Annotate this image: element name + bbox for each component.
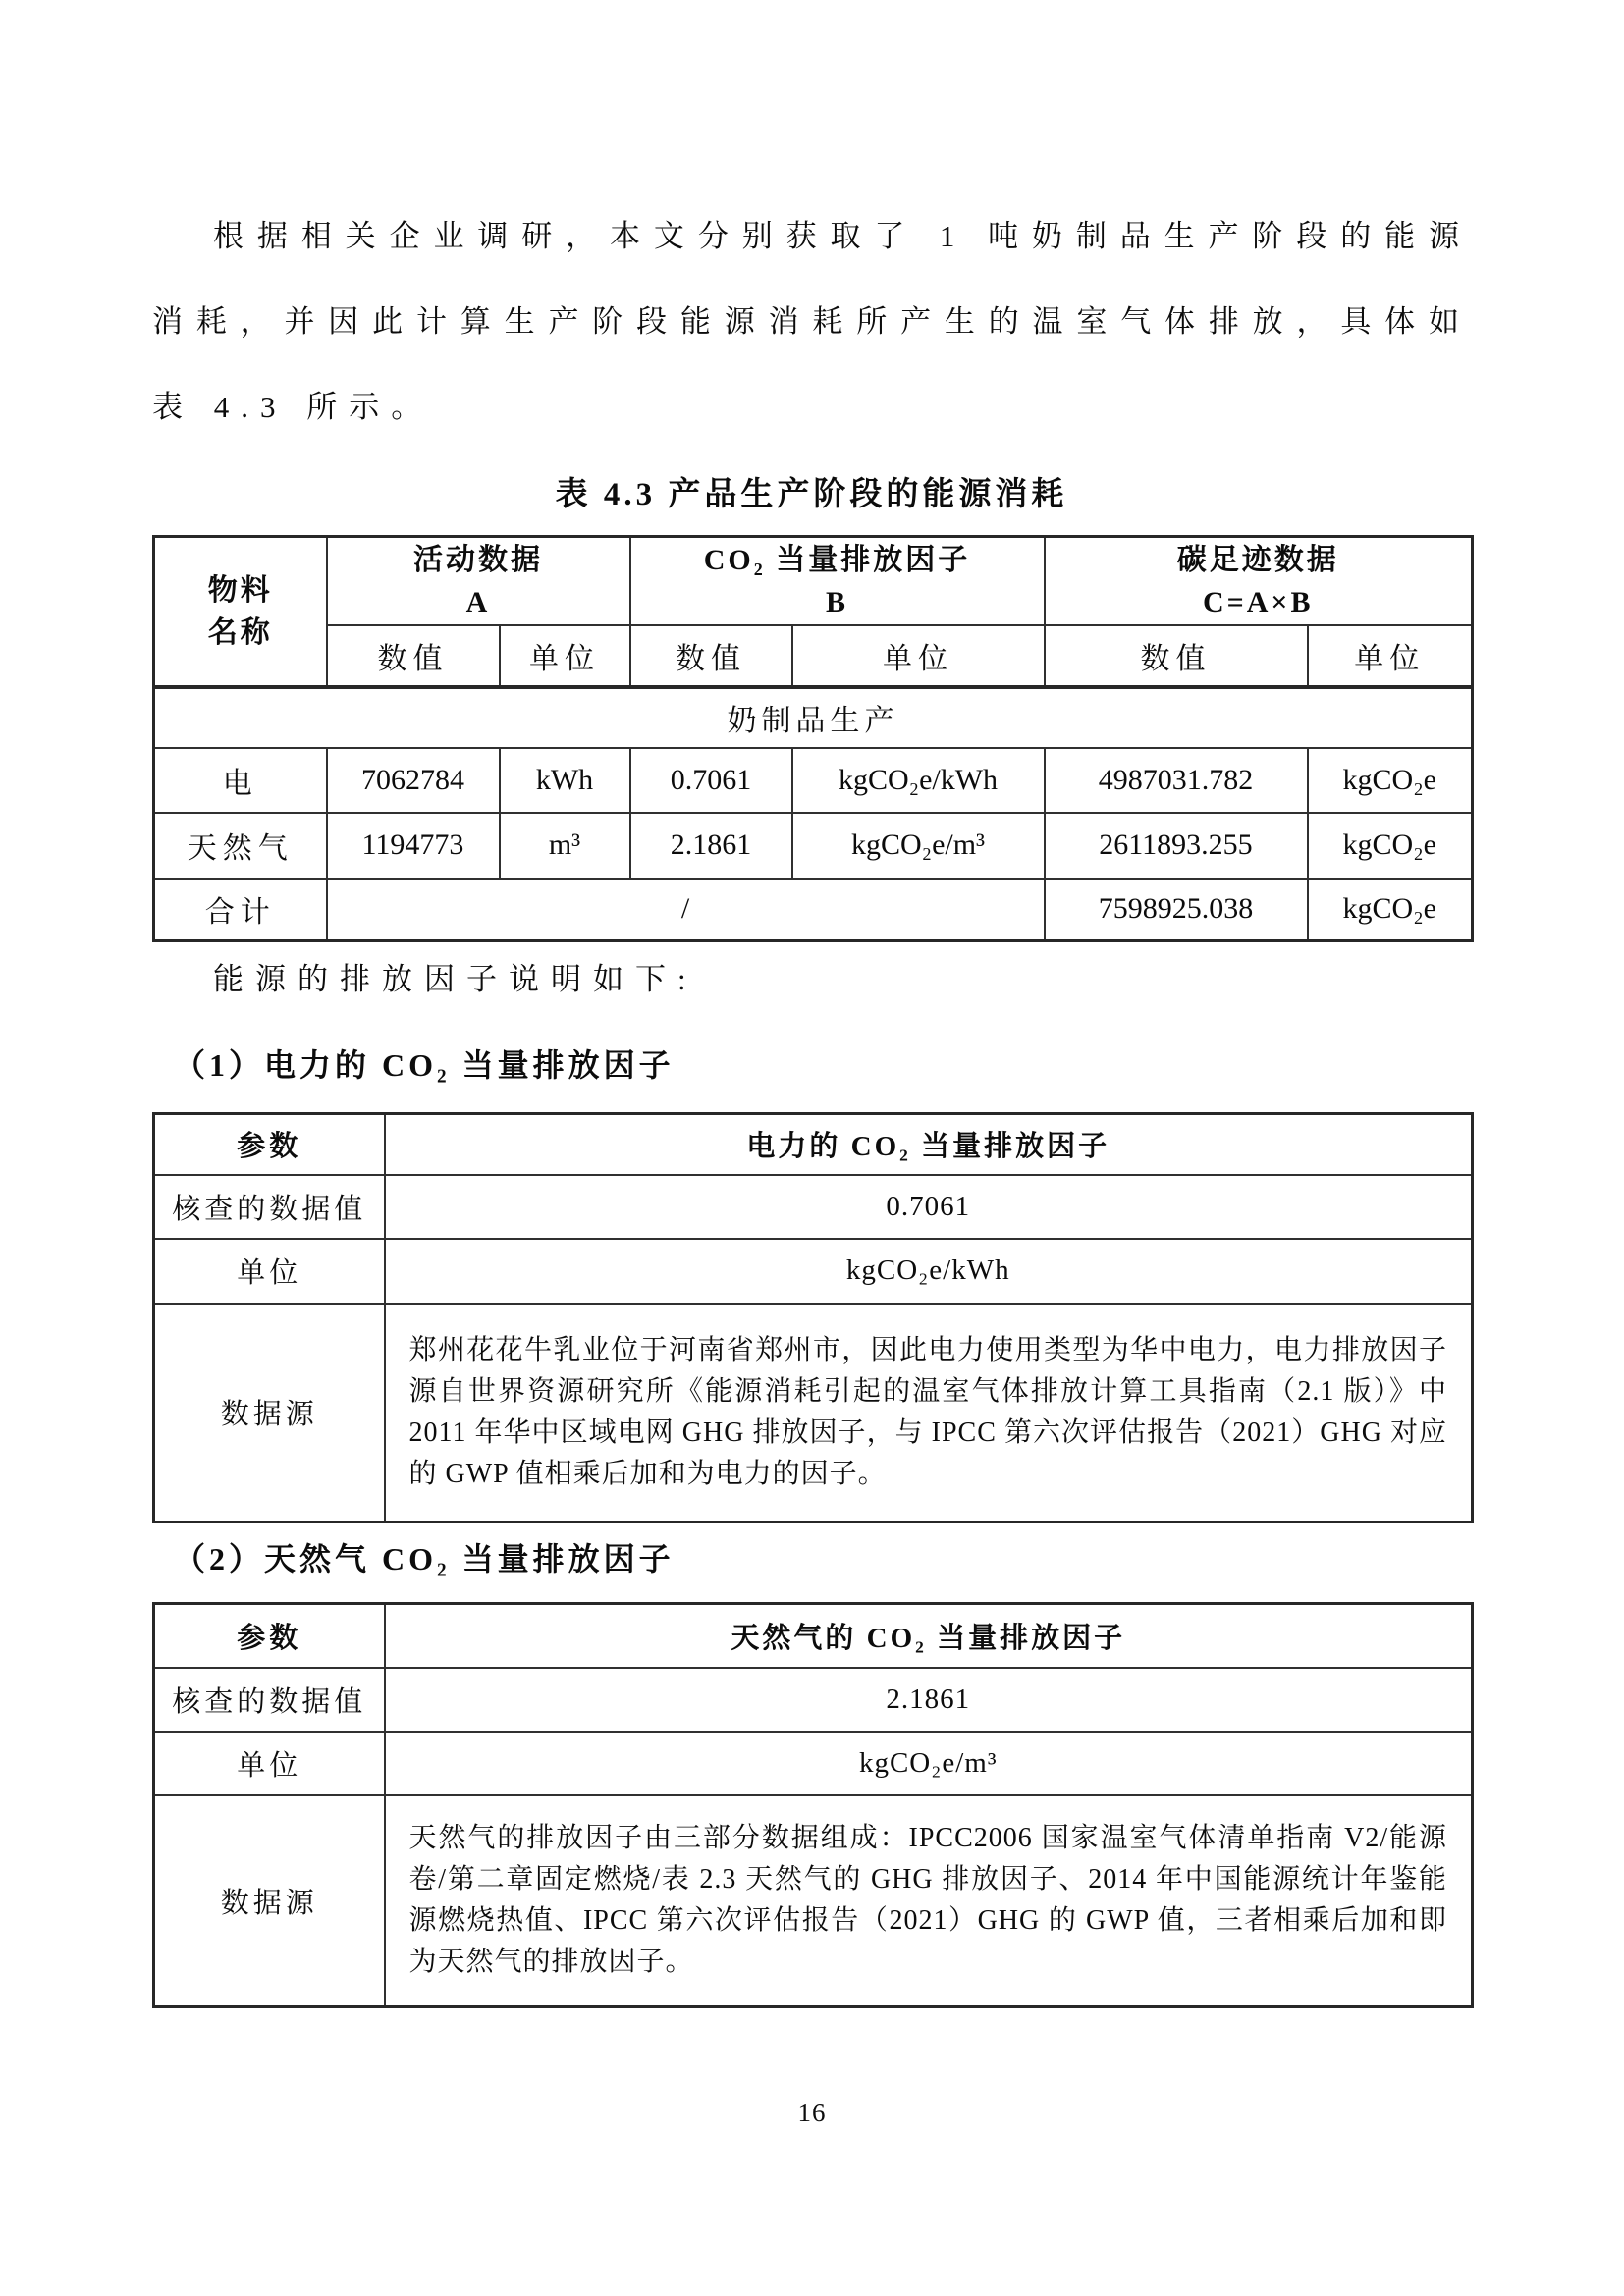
row-gas-c-unit: kgCO₂e bbox=[1308, 813, 1473, 879]
row-electricity-b-value: 0.7061 bbox=[630, 748, 792, 813]
activity-data-header bbox=[327, 537, 630, 625]
unit-value: kgCO₂e/m³ bbox=[385, 1732, 1473, 1795]
row-total-c-unit: kgCO₂e bbox=[1308, 879, 1473, 941]
verified-value: 0.7061 bbox=[385, 1175, 1473, 1239]
co2-factor-label: CO₂ 当量排放因子 bbox=[703, 543, 971, 576]
row-gas-b-value: 2.1861 bbox=[630, 813, 792, 879]
param-label: 参数 bbox=[154, 1604, 385, 1668]
row-electricity-c-value: 4987031.782 bbox=[1045, 748, 1308, 813]
data-source-label: 数据源 bbox=[154, 1795, 385, 2007]
section-2-heading: （2）天然气 CO₂ 当量排放因子 bbox=[174, 1541, 675, 1576]
row-gas-a-unit: m³ bbox=[500, 813, 630, 879]
subheader-a-unit: 单位 bbox=[500, 625, 630, 687]
row-total-name: 合计 bbox=[154, 879, 327, 941]
param-label: 参数 bbox=[154, 1114, 385, 1175]
intro-line-2: 消耗，并因此计算生产阶段能源消耗所产生的温室气体排放，具体如 bbox=[152, 304, 1471, 339]
section-1-heading: （1）电力的 CO₂ 当量排放因子 bbox=[174, 1047, 675, 1083]
activity-data-symbol: A bbox=[465, 585, 491, 618]
data-source-text: 郑州花花牛乳业位于河南省郑州市，因此电力使用类型为华中电力，电力排放因子源自世界资源研究所《能源消耗引起的温室气体排放计算工具指南（2.1 版）》中 2011 年华中区域电网 GHG 排放因子，与 IPCC 第六次评估报告（2021）GHG 对应的 GWP 值相乘后加和为电力的因子。 bbox=[385, 1304, 1473, 1522]
row-gas-b-unit: kgCO₂e/m³ bbox=[792, 813, 1045, 879]
table-4-3-title: 表 4.3 产品生产阶段的能源消耗 bbox=[555, 477, 1068, 512]
table-row bbox=[154, 813, 1473, 879]
subheader-a-value: 数值 bbox=[327, 625, 500, 687]
carbon-footprint-header bbox=[1045, 537, 1473, 625]
material-name-line1: 物料 bbox=[207, 573, 273, 607]
row-total-c-value: 7598925.038 bbox=[1045, 879, 1308, 941]
row-electricity-b-unit: kgCO₂e/kWh bbox=[792, 748, 1045, 813]
carbon-footprint-formula: C=A×B bbox=[1202, 585, 1314, 618]
section-row-dairy-production: 奶制品生产 bbox=[154, 687, 1473, 748]
verified-value-label: 核查的数据值 bbox=[154, 1668, 385, 1732]
subheader-c-unit: 单位 bbox=[1308, 625, 1473, 687]
co2-factor-header bbox=[630, 537, 1045, 625]
electricity-factor-table bbox=[152, 1112, 1474, 1523]
table-row-total bbox=[154, 879, 1473, 941]
param-value: 电力的 CO₂ 当量排放因子 bbox=[385, 1114, 1473, 1175]
gas-factor-table bbox=[152, 1602, 1474, 2008]
carbon-footprint-label: 碳足迹数据 bbox=[1176, 543, 1339, 576]
subheader-b-unit: 单位 bbox=[792, 625, 1045, 687]
page-number: 16 bbox=[797, 2098, 827, 2127]
unit-label: 单位 bbox=[154, 1239, 385, 1304]
material-name-header bbox=[154, 537, 327, 687]
unit-label: 单位 bbox=[154, 1732, 385, 1795]
table-4-3 bbox=[152, 535, 1474, 942]
row-gas-a-value: 1194773 bbox=[327, 813, 500, 879]
verified-value-label: 核查的数据值 bbox=[154, 1175, 385, 1239]
row-electricity-a-unit: kWh bbox=[500, 748, 630, 813]
verified-value: 2.1861 bbox=[385, 1668, 1473, 1732]
data-source-text: 天然气的排放因子由三部分数据组成：IPCC2006 国家温室气体清单指南 V2/能源卷/第二章固定燃烧/表 2.3 天然气的 GHG 排放因子、2014 年中国能源统计年鉴能源燃烧热值、IPCC 第六次评估报告（2021）GHG 的 GWP 值，三者相乘后加和即为天然气的排放因子。 bbox=[385, 1795, 1473, 2007]
table-row bbox=[154, 748, 1473, 813]
intro-line-3: 表 4.3 所示。 bbox=[152, 390, 434, 424]
row-electricity-c-unit: kgCO₂e bbox=[1308, 748, 1473, 813]
unit-value: kgCO₂e/kWh bbox=[385, 1239, 1473, 1304]
data-source-label: 数据源 bbox=[154, 1304, 385, 1522]
row-total-merged-slash: / bbox=[327, 879, 1045, 941]
param-value: 天然气的 CO₂ 当量排放因子 bbox=[385, 1604, 1473, 1668]
subheader-b-value: 数值 bbox=[630, 625, 792, 687]
row-electricity-name: 电 bbox=[154, 748, 327, 813]
row-electricity-a-value: 7062784 bbox=[327, 748, 500, 813]
subheader-c-value: 数值 bbox=[1045, 625, 1308, 687]
material-name-line2: 名称 bbox=[207, 615, 273, 649]
activity-data-label: 活动数据 bbox=[413, 543, 543, 576]
intro-paragraph bbox=[152, 193, 1471, 450]
row-gas-c-value: 2611893.255 bbox=[1045, 813, 1308, 879]
intro-line-1: 根据相关企业调研，本文分别获取了 1 吨奶制品生产阶段的能源 bbox=[213, 219, 1471, 253]
emission-factor-note: 能源的排放因子说明如下: bbox=[213, 962, 698, 996]
page-content bbox=[152, 0, 1471, 2296]
row-gas-name: 天然气 bbox=[154, 813, 327, 879]
co2-factor-symbol: B bbox=[825, 585, 848, 618]
